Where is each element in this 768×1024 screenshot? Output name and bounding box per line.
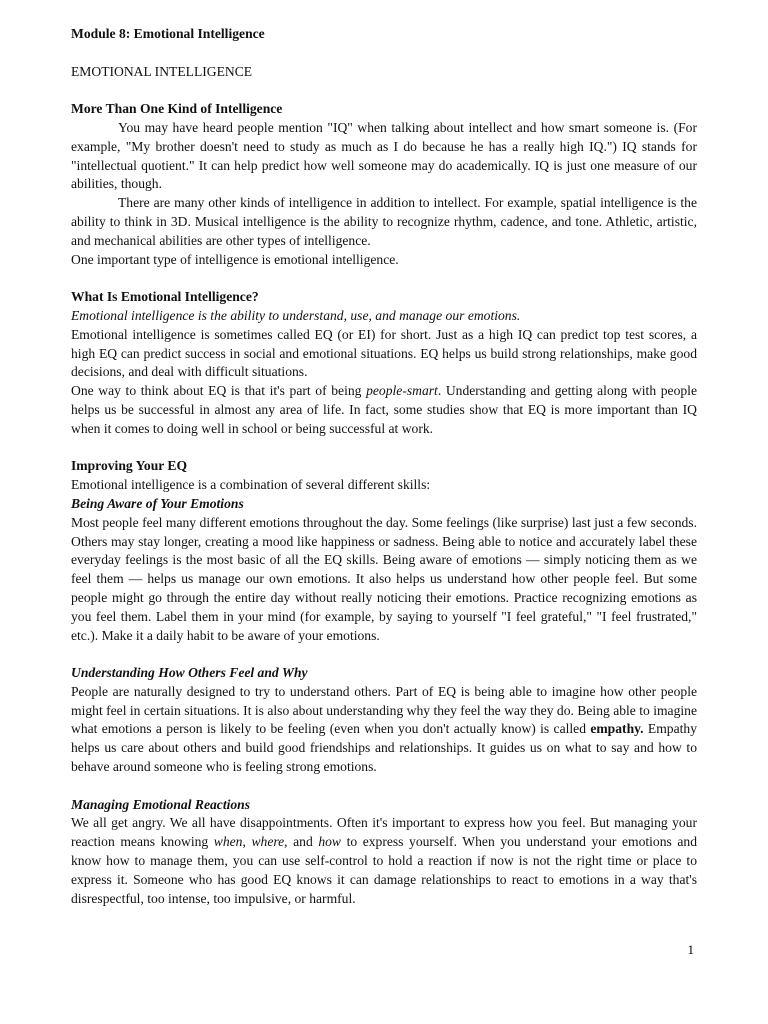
paragraph-skills-intro: Emotional intelligence is a combination of several different skills:: [71, 477, 431, 493]
module-title: Module 8: Emotional Intelligence: [71, 26, 265, 41]
emphasis-how: how: [318, 834, 341, 850]
paragraph-empathy: People are naturally designed to try to understand others. Part of EQ is being able to imagine how other people might feel in certain situations. It is also about understanding why they feel the way they do. Being able to imagine what emotions a person is likely to be feeling (even when you don't actually know) is called empathy. Empathy helps us care about others and build good friendships and relationships. It guides us on what to say and how to behave around someone who is feeling strong emotions.: [71, 683, 697, 775]
emphasis-when: when: [213, 834, 243, 850]
paragraph-important-type: One important type of intelligence is emotional intelligence.: [71, 251, 399, 267]
paragraph-aware-emotions: Most people feel many different emotions throughout the day. Some feelings (like surprise) last just a few seconds. Others may stay longer, creating a mood like happiness or sadness. Being able to notice and accurately label these everyday feelings is the most basic of all the EQ skills. Being aware of emotions — simply noticing them as we feel them — helps us manage our own emotions. It also helps us understand how other people feel. But some people might go through the entire day without really noticing their emotions. Practice recognizing emotions as you feel them. Label them in your mind (for example, by saying to yourself "I feel grateful," "I feel frustrated," etc.). Make it a daily habit to be aware of your emotions.: [71, 514, 697, 643]
subheading-aware-emotions: Being Aware of Your Emotions: [71, 495, 244, 511]
paragraph-people-smart: One way to think about EQ is that it's part of being people-smart. Understanding and getting along with people helps us be successful in almost any area of life. In fact, some studies show that EQ is more important than IQ when it comes to doing well in school or being successful at work.: [71, 383, 697, 436]
subheading-understanding-others: Understanding How Others Feel and Why: [71, 665, 308, 681]
ei-definition: Emotional intelligence is the ability to understand, use, and manage our emotions.: [71, 307, 521, 323]
section-heading-what-is-ei: What Is Emotional Intelligence?: [71, 289, 259, 305]
subheading-managing-reactions: Managing Emotional Reactions: [71, 796, 251, 812]
page-number: 1: [687, 942, 694, 957]
paragraph-iq: You may have heard people mention "IQ" when talking about intellect and how smart someone is. (For example, "My brother doesn't need to study as much as I do because he has a really high IQ.") IQ stands for "intellectual quotient." It can help predict how well someone may do academically. IQ is just one measure of our abilities, though.: [71, 119, 697, 192]
paragraph-eq-short: Emotional intelligence is sometimes called EQ (or EI) for short. Just as a high IQ can predict top test scores, a high EQ can predict success in social and emotional situations. EQ helps us build strong relationships, make good decisions, and deal with difficult situations.: [71, 326, 697, 380]
paragraph-managing-reactions: We all get angry. We all have disappointments. Often it's important to express how you feel. But managing your reaction means knowing when, where, and how to express yourself. When you understand your emotions and know how to manage them, you can use self-control to hold a reaction if now is not the right time or place to express it. Someone who has good EQ knows it can damage relationships to react to emotions in a way that's disrespectful, too intense, too impulsive, or harmful.: [71, 815, 697, 906]
emphasis-people-smart: people-smart: [366, 383, 438, 399]
section-heading-improving-eq: Improving Your EQ: [71, 458, 188, 474]
section-heading-kinds: More Than One Kind of Intelligence: [71, 101, 283, 117]
main-heading: EMOTIONAL INTELLIGENCE: [71, 63, 253, 79]
emphasis-empathy: empathy.: [590, 721, 644, 737]
paragraph-other-intelligences: There are many other kinds of intelligence in addition to intellect. For example, spatial intelligence is the ability to think in 3D. Musical intelligence is the ability to recognize rhythm, cadence, and tone. Athletic, artistic, and mechanical abilities are other types of intelligence.: [71, 195, 697, 248]
emphasis-where: where: [251, 834, 285, 850]
